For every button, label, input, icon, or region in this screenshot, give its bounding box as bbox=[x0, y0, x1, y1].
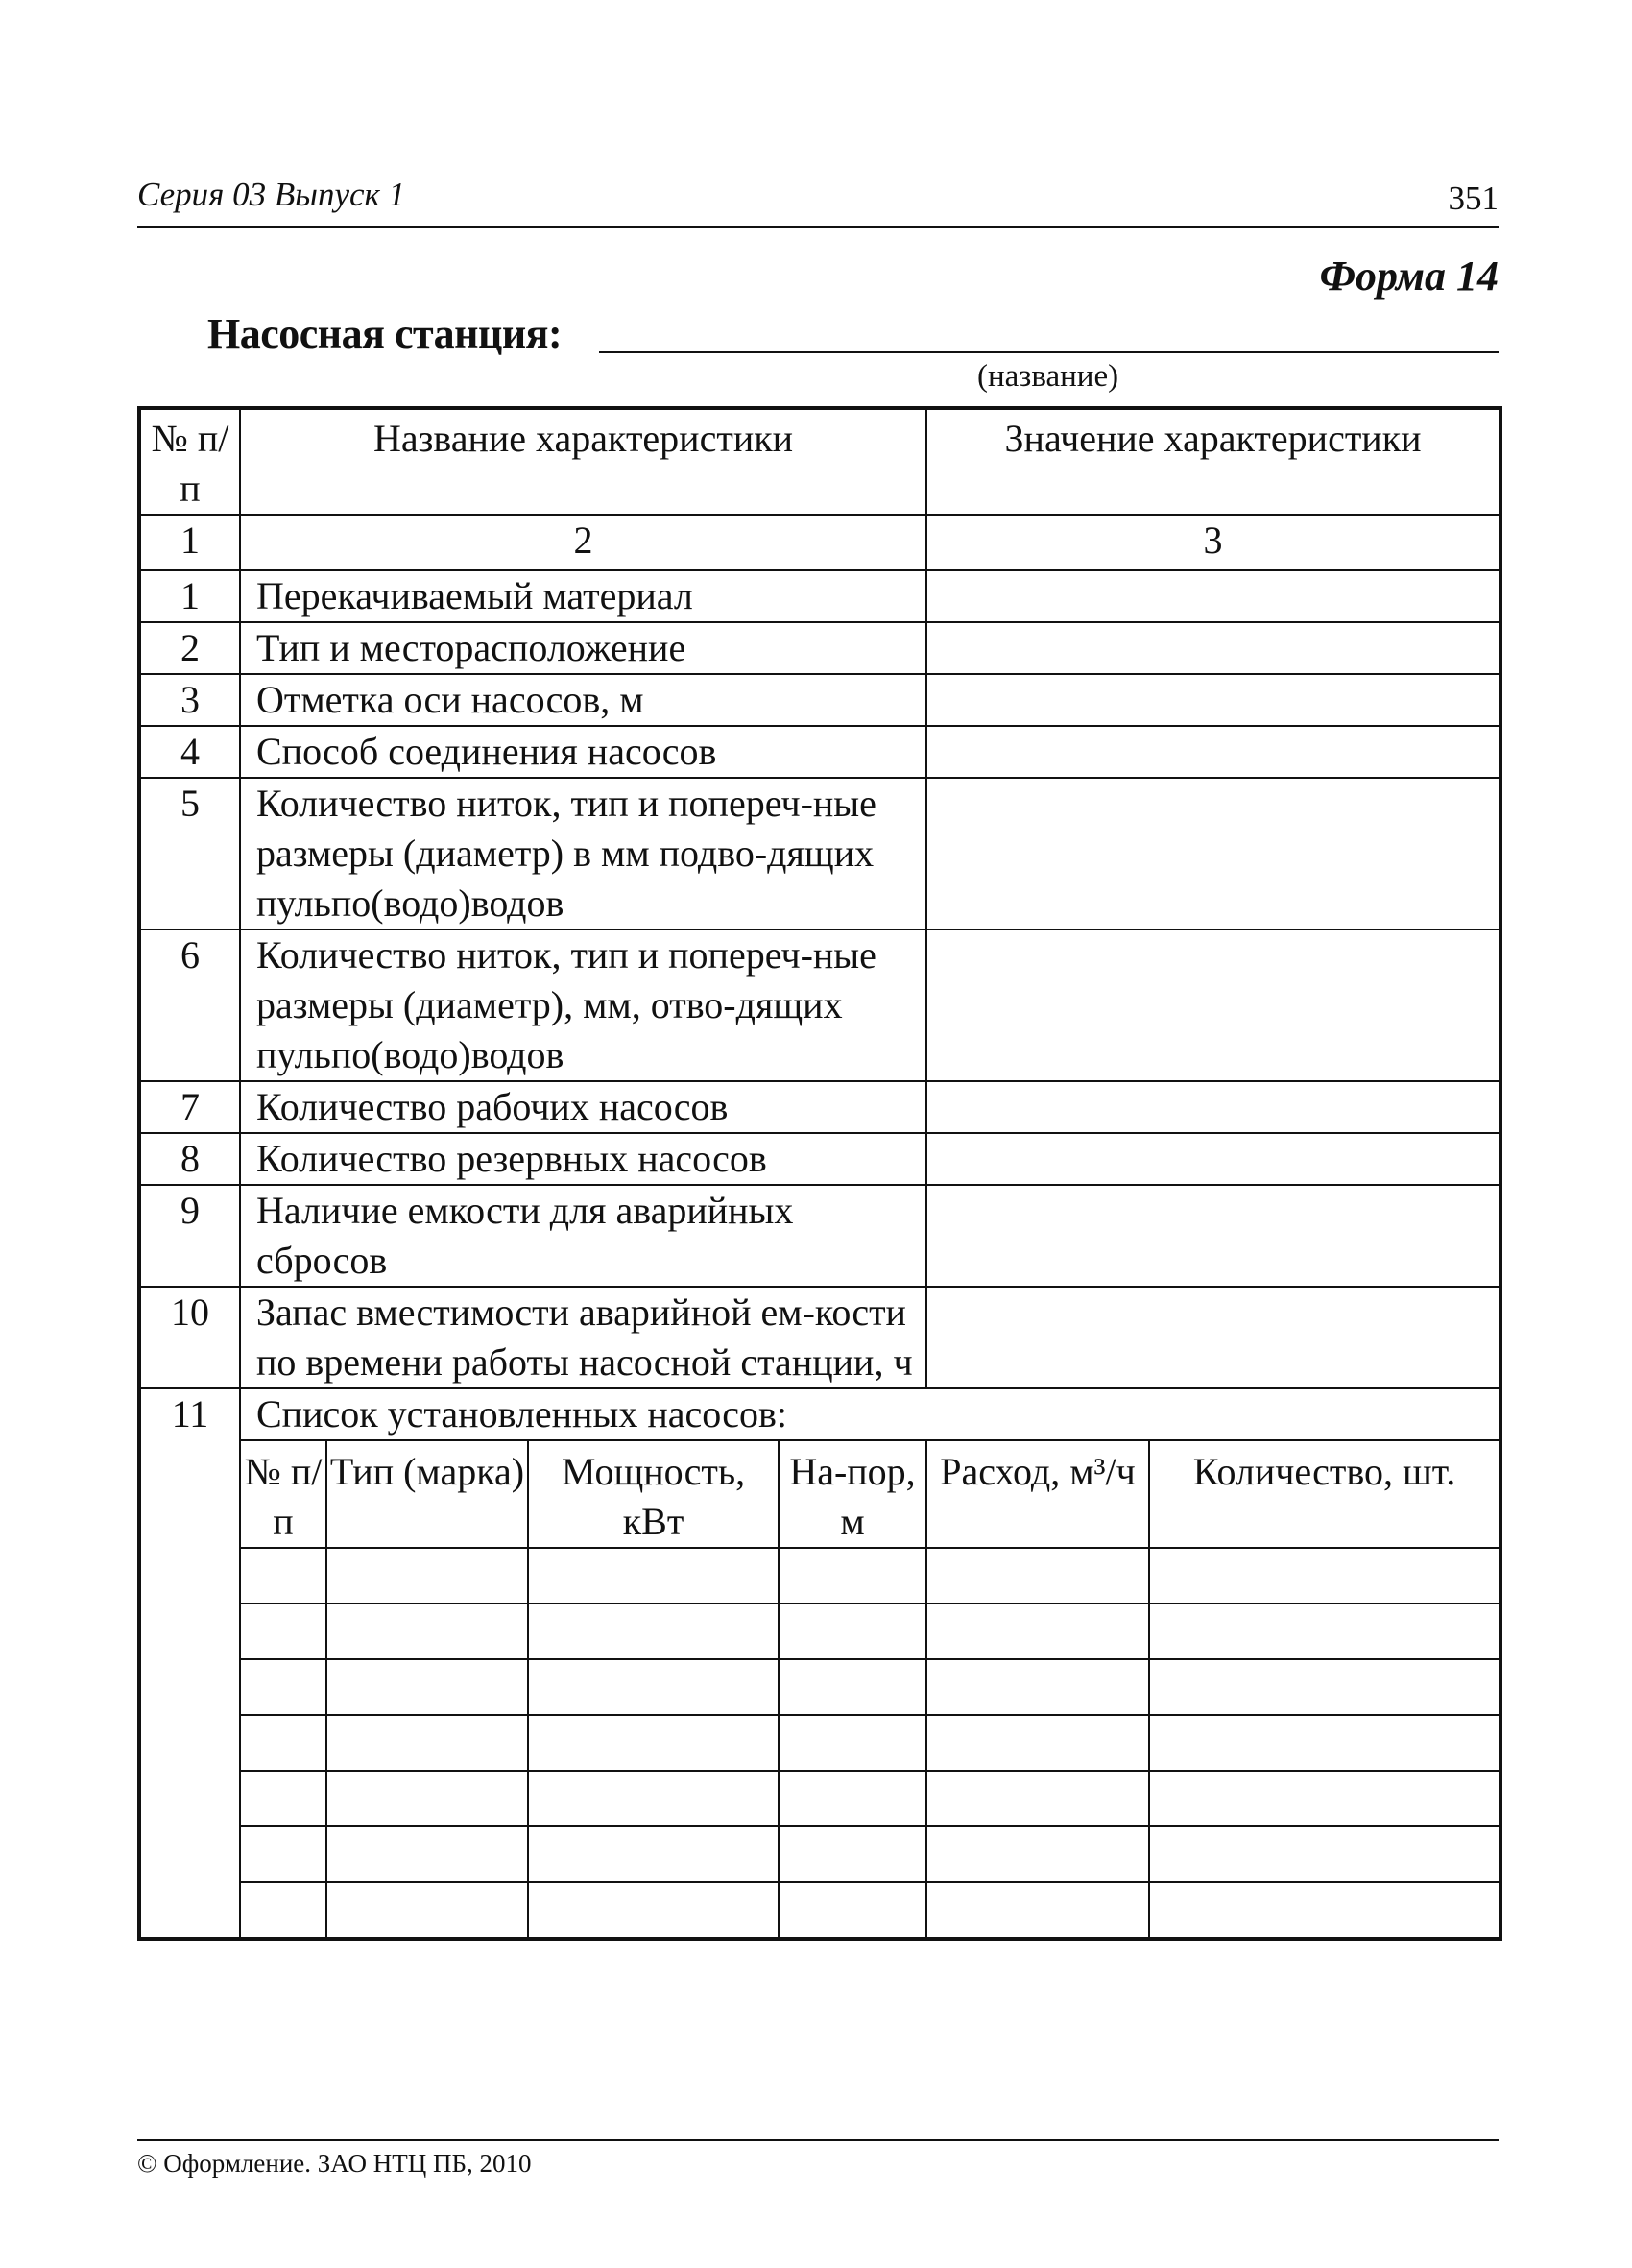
pump-cell[interactable] bbox=[240, 1882, 326, 1939]
characteristic-name: Способ соединения насосов bbox=[240, 726, 926, 778]
row-number: 11 bbox=[139, 1388, 240, 1939]
pump-cell[interactable] bbox=[326, 1715, 528, 1771]
pump-cell[interactable] bbox=[779, 1548, 926, 1604]
row-number: 1 bbox=[139, 570, 240, 622]
pump-cell[interactable] bbox=[528, 1659, 779, 1715]
pumps-header-num: № п/п bbox=[240, 1440, 326, 1548]
column-numbers-row bbox=[139, 515, 1500, 570]
column-number-1: 1 bbox=[139, 515, 240, 570]
pump-row bbox=[139, 1882, 1500, 1939]
pump-cell[interactable] bbox=[926, 1882, 1149, 1939]
table-row bbox=[139, 778, 1500, 929]
characteristic-value-cell[interactable] bbox=[926, 778, 1500, 929]
pump-cell[interactable] bbox=[528, 1771, 779, 1826]
pump-cell[interactable] bbox=[326, 1548, 528, 1604]
pump-row bbox=[139, 1659, 1500, 1715]
characteristic-value-cell[interactable] bbox=[926, 622, 1500, 674]
header-num: № п/п bbox=[139, 408, 240, 515]
table-row bbox=[139, 1133, 1500, 1185]
characteristic-value-cell[interactable] bbox=[926, 1081, 1500, 1133]
pump-row bbox=[139, 1715, 1500, 1771]
characteristic-name: Количество ниток, тип и попереч-ные размеры (диаметр), мм, отво-дящих пульпо(водо)водов bbox=[240, 929, 926, 1081]
characteristic-value-cell[interactable] bbox=[926, 674, 1500, 726]
row-number: 9 bbox=[139, 1185, 240, 1287]
characteristic-value-cell[interactable] bbox=[926, 726, 1500, 778]
footer-divider bbox=[137, 2139, 1499, 2141]
pump-cell[interactable] bbox=[926, 1715, 1149, 1771]
row-number: 3 bbox=[139, 674, 240, 726]
characteristic-value-cell[interactable] bbox=[926, 1185, 1500, 1287]
pump-cell[interactable] bbox=[326, 1882, 528, 1939]
characteristic-name: Наличие емкости для аварийных сбросов bbox=[240, 1185, 926, 1287]
table-row bbox=[139, 1081, 1500, 1133]
table-row bbox=[139, 929, 1500, 1081]
pump-cell[interactable] bbox=[326, 1604, 528, 1659]
pumps-header-row bbox=[139, 1440, 1500, 1548]
pump-cell[interactable] bbox=[779, 1826, 926, 1882]
pump-cell[interactable] bbox=[326, 1659, 528, 1715]
pump-cell[interactable] bbox=[779, 1659, 926, 1715]
header-value: Значение характеристики bbox=[926, 408, 1500, 515]
station-name-field[interactable] bbox=[599, 351, 1499, 353]
pump-row bbox=[139, 1548, 1500, 1604]
row-number: 5 bbox=[139, 778, 240, 929]
pumps-header-type: Тип (марка) bbox=[326, 1440, 528, 1548]
pump-cell[interactable] bbox=[240, 1604, 326, 1659]
table-row bbox=[139, 622, 1500, 674]
row-number: 2 bbox=[139, 622, 240, 674]
pump-cell[interactable] bbox=[1149, 1771, 1500, 1826]
pump-cell[interactable] bbox=[926, 1659, 1149, 1715]
pump-cell[interactable] bbox=[240, 1771, 326, 1826]
pump-cell[interactable] bbox=[528, 1604, 779, 1659]
characteristic-value-cell[interactable] bbox=[926, 1287, 1500, 1388]
pumps-header-power: Мощность, кВт bbox=[528, 1440, 779, 1548]
pump-cell[interactable] bbox=[528, 1882, 779, 1939]
page-header bbox=[137, 176, 1499, 228]
characteristic-name: Количество рабочих насосов bbox=[240, 1081, 926, 1133]
pump-cell[interactable] bbox=[1149, 1659, 1500, 1715]
series-title: Серия 03 Выпуск 1 bbox=[137, 176, 406, 213]
pump-cell[interactable] bbox=[528, 1826, 779, 1882]
characteristic-name: Перекачиваемый материал bbox=[240, 570, 926, 622]
header-name: Название характеристики bbox=[240, 408, 926, 515]
row-number: 4 bbox=[139, 726, 240, 778]
pumps-header-head: На-пор, м bbox=[779, 1440, 926, 1548]
pump-cell[interactable] bbox=[1149, 1882, 1500, 1939]
characteristic-name: Тип и месторасположение bbox=[240, 622, 926, 674]
form-label: Форма 14 bbox=[1319, 253, 1499, 300]
table-row bbox=[139, 1185, 1500, 1287]
pump-cell[interactable] bbox=[1149, 1604, 1500, 1659]
pump-cell[interactable] bbox=[1149, 1548, 1500, 1604]
station-name-hint: (название) bbox=[977, 359, 1119, 394]
pumps-title-row bbox=[139, 1388, 1500, 1440]
pump-cell[interactable] bbox=[779, 1604, 926, 1659]
table-row bbox=[139, 726, 1500, 778]
station-title: Насосная станция: bbox=[207, 310, 563, 357]
pump-cell[interactable] bbox=[528, 1548, 779, 1604]
pump-cell[interactable] bbox=[779, 1882, 926, 1939]
pump-cell[interactable] bbox=[240, 1826, 326, 1882]
page-number: 351 bbox=[1448, 180, 1499, 217]
characteristic-name: Запас вместимости аварийной ем-кости по времени работы насосной станции, ч bbox=[240, 1287, 926, 1388]
characteristic-name: Отметка оси насосов, м bbox=[240, 674, 926, 726]
pump-row bbox=[139, 1604, 1500, 1659]
column-number-2: 2 bbox=[240, 515, 926, 570]
footer-copyright: © Оформление. ЗАО НТЦ ПБ, 2010 bbox=[137, 2149, 532, 2178]
pumps-header-flow: Расход, м³/ч bbox=[926, 1440, 1149, 1548]
pump-cell[interactable] bbox=[240, 1548, 326, 1604]
pump-cell[interactable] bbox=[779, 1771, 926, 1826]
characteristic-name: Количество резервных насосов bbox=[240, 1133, 926, 1185]
table-header-row bbox=[139, 408, 1500, 515]
row-number: 8 bbox=[139, 1133, 240, 1185]
table-row bbox=[139, 1287, 1500, 1388]
row-number: 7 bbox=[139, 1081, 240, 1133]
pump-cell[interactable] bbox=[1149, 1826, 1500, 1882]
pump-cell[interactable] bbox=[326, 1826, 528, 1882]
characteristic-value-cell[interactable] bbox=[926, 929, 1500, 1081]
pump-row bbox=[139, 1826, 1500, 1882]
table-row bbox=[139, 570, 1500, 622]
pump-cell[interactable] bbox=[240, 1659, 326, 1715]
row-number: 6 bbox=[139, 929, 240, 1081]
characteristics-table bbox=[137, 406, 1502, 1941]
pumps-list-title: Список установленных насосов: bbox=[240, 1388, 1500, 1440]
pump-cell[interactable] bbox=[926, 1604, 1149, 1659]
characteristic-name: Количество ниток, тип и попереч-ные размеры (диаметр) в мм подво-дящих пульпо(водо)водов bbox=[240, 778, 926, 929]
column-number-3: 3 bbox=[926, 515, 1500, 570]
characteristic-value-cell[interactable] bbox=[926, 1133, 1500, 1185]
pump-cell[interactable] bbox=[926, 1548, 1149, 1604]
pump-cell[interactable] bbox=[1149, 1715, 1500, 1771]
pump-cell[interactable] bbox=[779, 1715, 926, 1771]
pump-cell[interactable] bbox=[240, 1715, 326, 1771]
row-number: 10 bbox=[139, 1287, 240, 1388]
pump-cell[interactable] bbox=[528, 1715, 779, 1771]
characteristic-value-cell[interactable] bbox=[926, 570, 1500, 622]
pump-cell[interactable] bbox=[926, 1771, 1149, 1826]
pumps-header-qty: Количество, шт. bbox=[1149, 1440, 1500, 1548]
pump-row bbox=[139, 1771, 1500, 1826]
pump-cell[interactable] bbox=[926, 1826, 1149, 1882]
table-row bbox=[139, 674, 1500, 726]
pump-cell[interactable] bbox=[326, 1771, 528, 1826]
